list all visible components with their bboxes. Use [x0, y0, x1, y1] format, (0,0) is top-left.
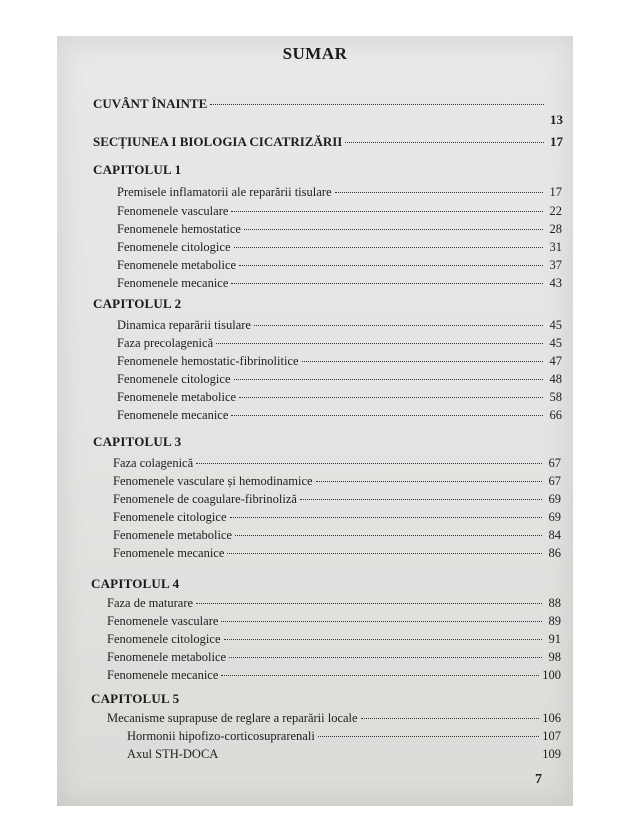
chapter-heading: CAPITOLUL 2 — [93, 296, 182, 311]
toc-entry-page: 98 — [548, 650, 561, 664]
toc-dot-leader — [316, 481, 542, 482]
toc-entry — [117, 408, 562, 423]
toc-dot-leader — [230, 517, 542, 518]
toc-entry — [107, 650, 561, 665]
chapter-heading: CAPITOLUL 5 — [91, 691, 180, 706]
toc-entry-title: Axul STH-DOCA — [127, 747, 219, 761]
toc-entry-page: 88 — [548, 596, 561, 610]
toc-dot-leader — [227, 553, 542, 554]
page-title: SUMAR — [282, 44, 348, 63]
toc-entry-page: 69 — [548, 492, 561, 506]
toc-entry — [117, 318, 562, 333]
toc-entry-page: 109 — [542, 747, 561, 761]
toc-entry-title: Fenomenele citologice — [117, 240, 231, 254]
toc-entry-title: Faza colagenică — [113, 456, 194, 470]
toc-dot-leader — [239, 265, 543, 266]
toc-entry — [113, 528, 561, 543]
page-number: 7 — [535, 772, 542, 787]
toc-entry — [127, 747, 561, 762]
toc-entry-page: 69 — [548, 510, 561, 524]
toc-dot-leader — [345, 142, 544, 143]
toc-dot-leader — [335, 192, 544, 193]
toc-entry-page: 67 — [548, 474, 561, 488]
toc-entry-title: SECȚIUNEA I BIOLOGIA CICATRIZĂRII — [93, 134, 343, 149]
toc-entry-title: CUVÂNT ÎNAINTE — [93, 96, 208, 111]
toc-entry-page: 22 — [549, 204, 562, 218]
toc-entry-title: Mecanisme suprapuse de reglare a reparării locale — [107, 711, 358, 725]
toc-entry-page: 17 — [550, 134, 563, 149]
toc-entry — [107, 668, 561, 683]
toc-entry — [107, 711, 561, 726]
toc-entry-page: 91 — [548, 632, 561, 646]
toc-entry — [113, 510, 561, 525]
toc-entry-title: Fenomenele vasculare — [117, 204, 229, 218]
section-entry — [93, 96, 563, 127]
toc-dot-leader — [196, 463, 542, 464]
toc-dot-leader — [234, 379, 543, 380]
toc-entry-page: 107 — [542, 729, 561, 743]
toc-entry-page: 89 — [548, 614, 561, 628]
section-entry — [93, 134, 563, 149]
toc-entry — [107, 596, 561, 611]
toc-entry — [117, 372, 562, 387]
toc-entry-page: 67 — [548, 456, 561, 470]
toc-entry-page: 48 — [549, 372, 562, 386]
toc-entry-page: 28 — [549, 222, 562, 236]
toc-entry-title: Fenomenele metabolice — [107, 650, 227, 664]
toc-dot-leader — [244, 229, 543, 230]
toc-entry-title: Fenomenele citologice — [117, 372, 231, 386]
toc-dot-leader — [361, 718, 540, 719]
toc-entry — [107, 632, 561, 647]
toc-entry — [117, 390, 562, 405]
toc-entry-title: Fenomenele citologice — [113, 510, 227, 524]
toc-entry-page: 13 — [550, 112, 563, 127]
book-page — [57, 36, 573, 806]
chapter-heading: CAPITOLUL 3 — [93, 434, 182, 449]
toc-entry-page: 66 — [549, 408, 562, 422]
toc-entry — [117, 240, 562, 255]
toc-dot-leader — [235, 535, 542, 536]
toc-entry — [117, 258, 562, 273]
toc-entry — [117, 185, 562, 200]
toc-entry-title: Fenomenele mecanice — [117, 276, 229, 290]
toc-entry-page: 17 — [549, 185, 562, 199]
toc-entry — [113, 546, 561, 561]
toc-dot-leader — [234, 247, 543, 248]
toc-entry-page: 106 — [542, 711, 561, 725]
toc-dot-leader — [196, 603, 542, 604]
toc-entry-title: Premisele inflamatorii ale reparării tisulare — [117, 185, 332, 199]
toc-dot-leader — [229, 657, 542, 658]
toc-entry-page: 31 — [549, 240, 562, 254]
toc-entry — [117, 276, 562, 291]
toc-entry-page: 86 — [548, 546, 561, 560]
toc-entry-title: Fenomenele citologice — [107, 632, 221, 646]
toc-entry — [113, 492, 561, 507]
toc-entry-title: Fenomenele hemostatice — [117, 222, 241, 236]
toc-entry-title: Fenomenele metabolice — [113, 528, 233, 542]
toc-entry-title: Fenomenele vasculare — [107, 614, 219, 628]
toc-entry — [117, 336, 562, 351]
toc-dot-leader — [231, 415, 543, 416]
toc-entry-page: 43 — [549, 276, 562, 290]
toc-dot-leader — [221, 621, 542, 622]
toc-entry-page: 47 — [549, 354, 562, 368]
toc-entry-page: 58 — [549, 390, 562, 404]
toc-entry-page: 100 — [542, 668, 561, 682]
toc-entry — [117, 354, 562, 369]
toc-entry — [117, 222, 562, 237]
toc-entry-page: 45 — [549, 318, 562, 332]
toc-dot-leader — [302, 361, 543, 362]
toc-entry-title: Fenomenele de coagulare-fibrinoliză — [113, 492, 297, 506]
toc-dot-leader — [216, 343, 543, 344]
toc-dot-leader — [231, 283, 543, 284]
toc-entry-title: Faza de maturare — [107, 596, 194, 610]
toc-entry-page: 37 — [549, 258, 562, 272]
toc-entry-title: Fenomenele metabolice — [117, 390, 237, 404]
toc-entry — [113, 456, 561, 471]
toc-entry — [117, 204, 562, 219]
toc-dot-leader — [254, 325, 543, 326]
toc-entry-title: Dinamica reparării tisulare — [117, 318, 251, 332]
toc-entry-title: Fenomenele mecanice — [117, 408, 229, 422]
toc-entry-title: Faza precolagenică — [117, 336, 214, 350]
toc-dot-leader — [300, 499, 542, 500]
toc-entry-title: Fenomenele metabolice — [117, 258, 237, 272]
toc-entry-title: Fenomenele vasculare și hemodinamice — [113, 474, 313, 488]
toc-dot-leader — [231, 211, 543, 212]
chapter-heading: CAPITOLUL 1 — [93, 162, 182, 177]
toc-entry-page: 45 — [549, 336, 562, 350]
chapter-heading: CAPITOLUL 4 — [91, 576, 180, 591]
toc-dot-leader — [210, 104, 544, 105]
toc-entry-title: Fenomenele hemostatic-fibrinolitice — [117, 354, 299, 368]
toc-dot-leader — [239, 397, 543, 398]
toc-entry-page: 84 — [548, 528, 561, 542]
toc-entry-title: Hormonii hipofizo-corticosuprarenali — [127, 729, 315, 743]
toc-entry — [113, 474, 561, 489]
toc-entry — [127, 729, 561, 744]
toc-entry-title: Fenomenele mecanice — [113, 546, 225, 560]
toc-dot-leader — [224, 639, 542, 640]
toc-entry — [107, 614, 561, 629]
toc-dot-leader — [221, 675, 539, 676]
toc-dot-leader — [318, 736, 539, 737]
toc-entry-title: Fenomenele mecanice — [107, 668, 219, 682]
